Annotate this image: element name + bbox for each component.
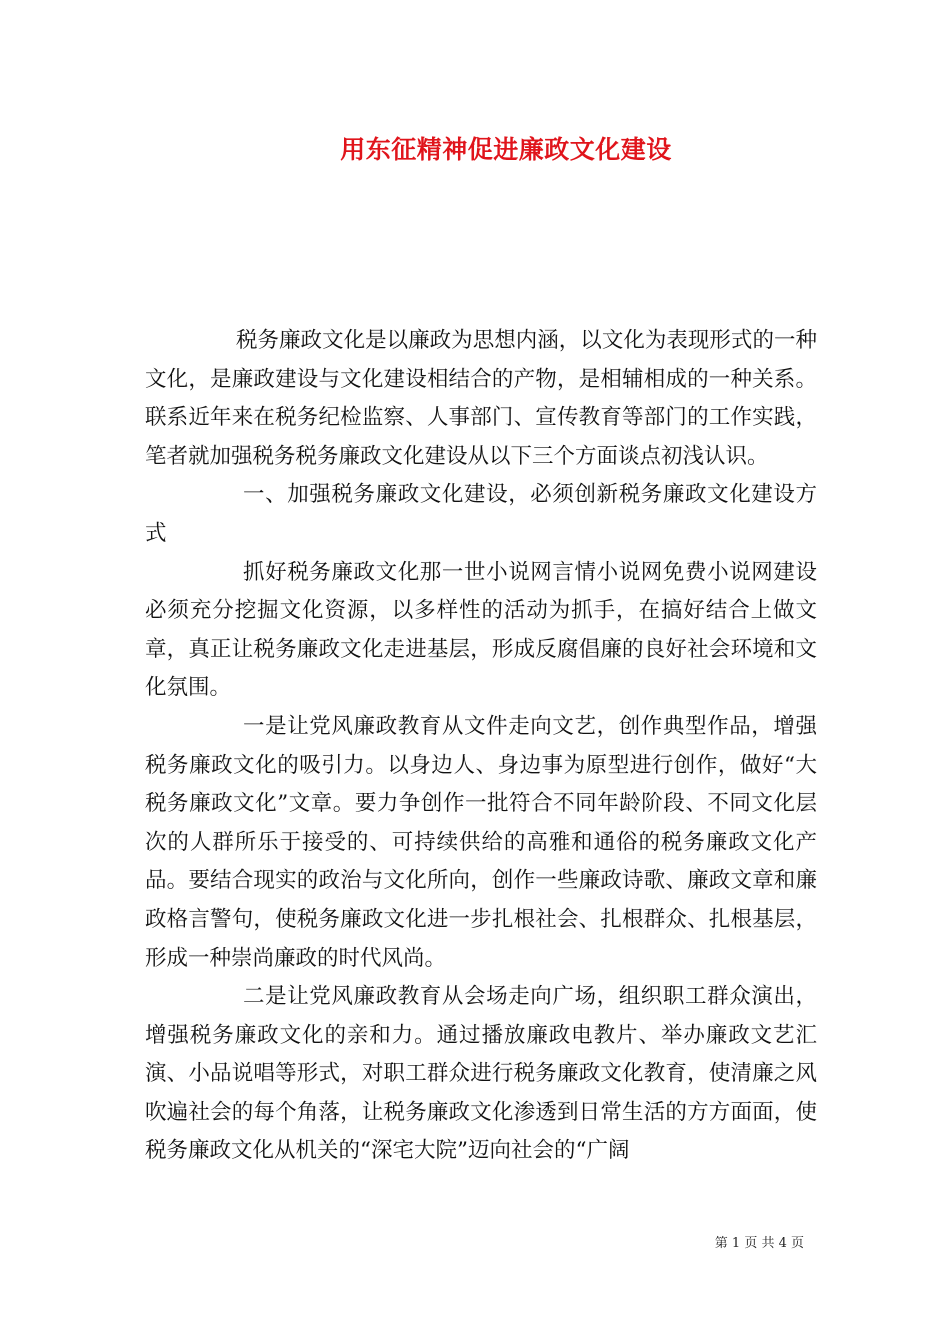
paragraph-point-2: 二是让党风廉政教育从会场走向广场，组织职工群众演出，增强税务廉政文化的亲和力。通过播放廉政电教片、举办廉政文艺汇演、小品说唱等形式，对职工群众进行税务廉政文化教育，使清廉之风吹遍社会的每个角落，让税务廉政文化渗透到日常生活的方方面面，使税务廉政文化从机关的“深宅大院”迈向社会的“广阔 (145, 984, 817, 1164)
paragraph-section-1-intro: 抓好税务廉政文化那一世小说网言情小说网免费小说网建设必须充分挖掘文化资源，以多样性的活动为抓手，在搞好结合上做文章，真正让税务廉政文化走进基层，形成反腐倡廉的良好社会环境和文化氛围。 (145, 559, 817, 701)
document-body (145, 322, 817, 1171)
section-heading-1: 一、加强税务廉政文化建设，必须创新税务廉政文化建设方式 (145, 482, 817, 546)
page-number: 第 1 页 共 4 页 (714, 1236, 804, 1251)
document-title: 用东征精神促进廉政文化建设 (340, 135, 672, 164)
paragraph-point-1: 一是让党风廉政教育从文件走向文艺，创作典型作品，增强税务廉政文化的吸引力。以身边人、身边事为原型进行创作，做好“大税务廉政文化”文章。要力争创作一批符合不同年龄阶段、不同文化层次的人群所乐于接受的、可持续供给的高雅和通俗的税务廉政文化产品。要结合现实的政治与文化所向，创作一些廉政诗歌、廉政文章和廉政格言警句，使税务廉政文化进一步扎根社会、扎根群众、扎根基层，形成一种崇尚廉政的时代风尚。 (145, 713, 817, 971)
paragraph-intro: 税务廉政文化是以廉政为思想内涵，以文化为表现形式的一种文化，是廉政建设与文化建设相结合的产物，是相辅相成的一种关系。联系近年来在税务纪检监察、人事部门、宣传教育等部门的工作实践，笔者就加强税务税务廉政文化建设从以下三个方面谈点初浅认识。 (145, 328, 817, 469)
